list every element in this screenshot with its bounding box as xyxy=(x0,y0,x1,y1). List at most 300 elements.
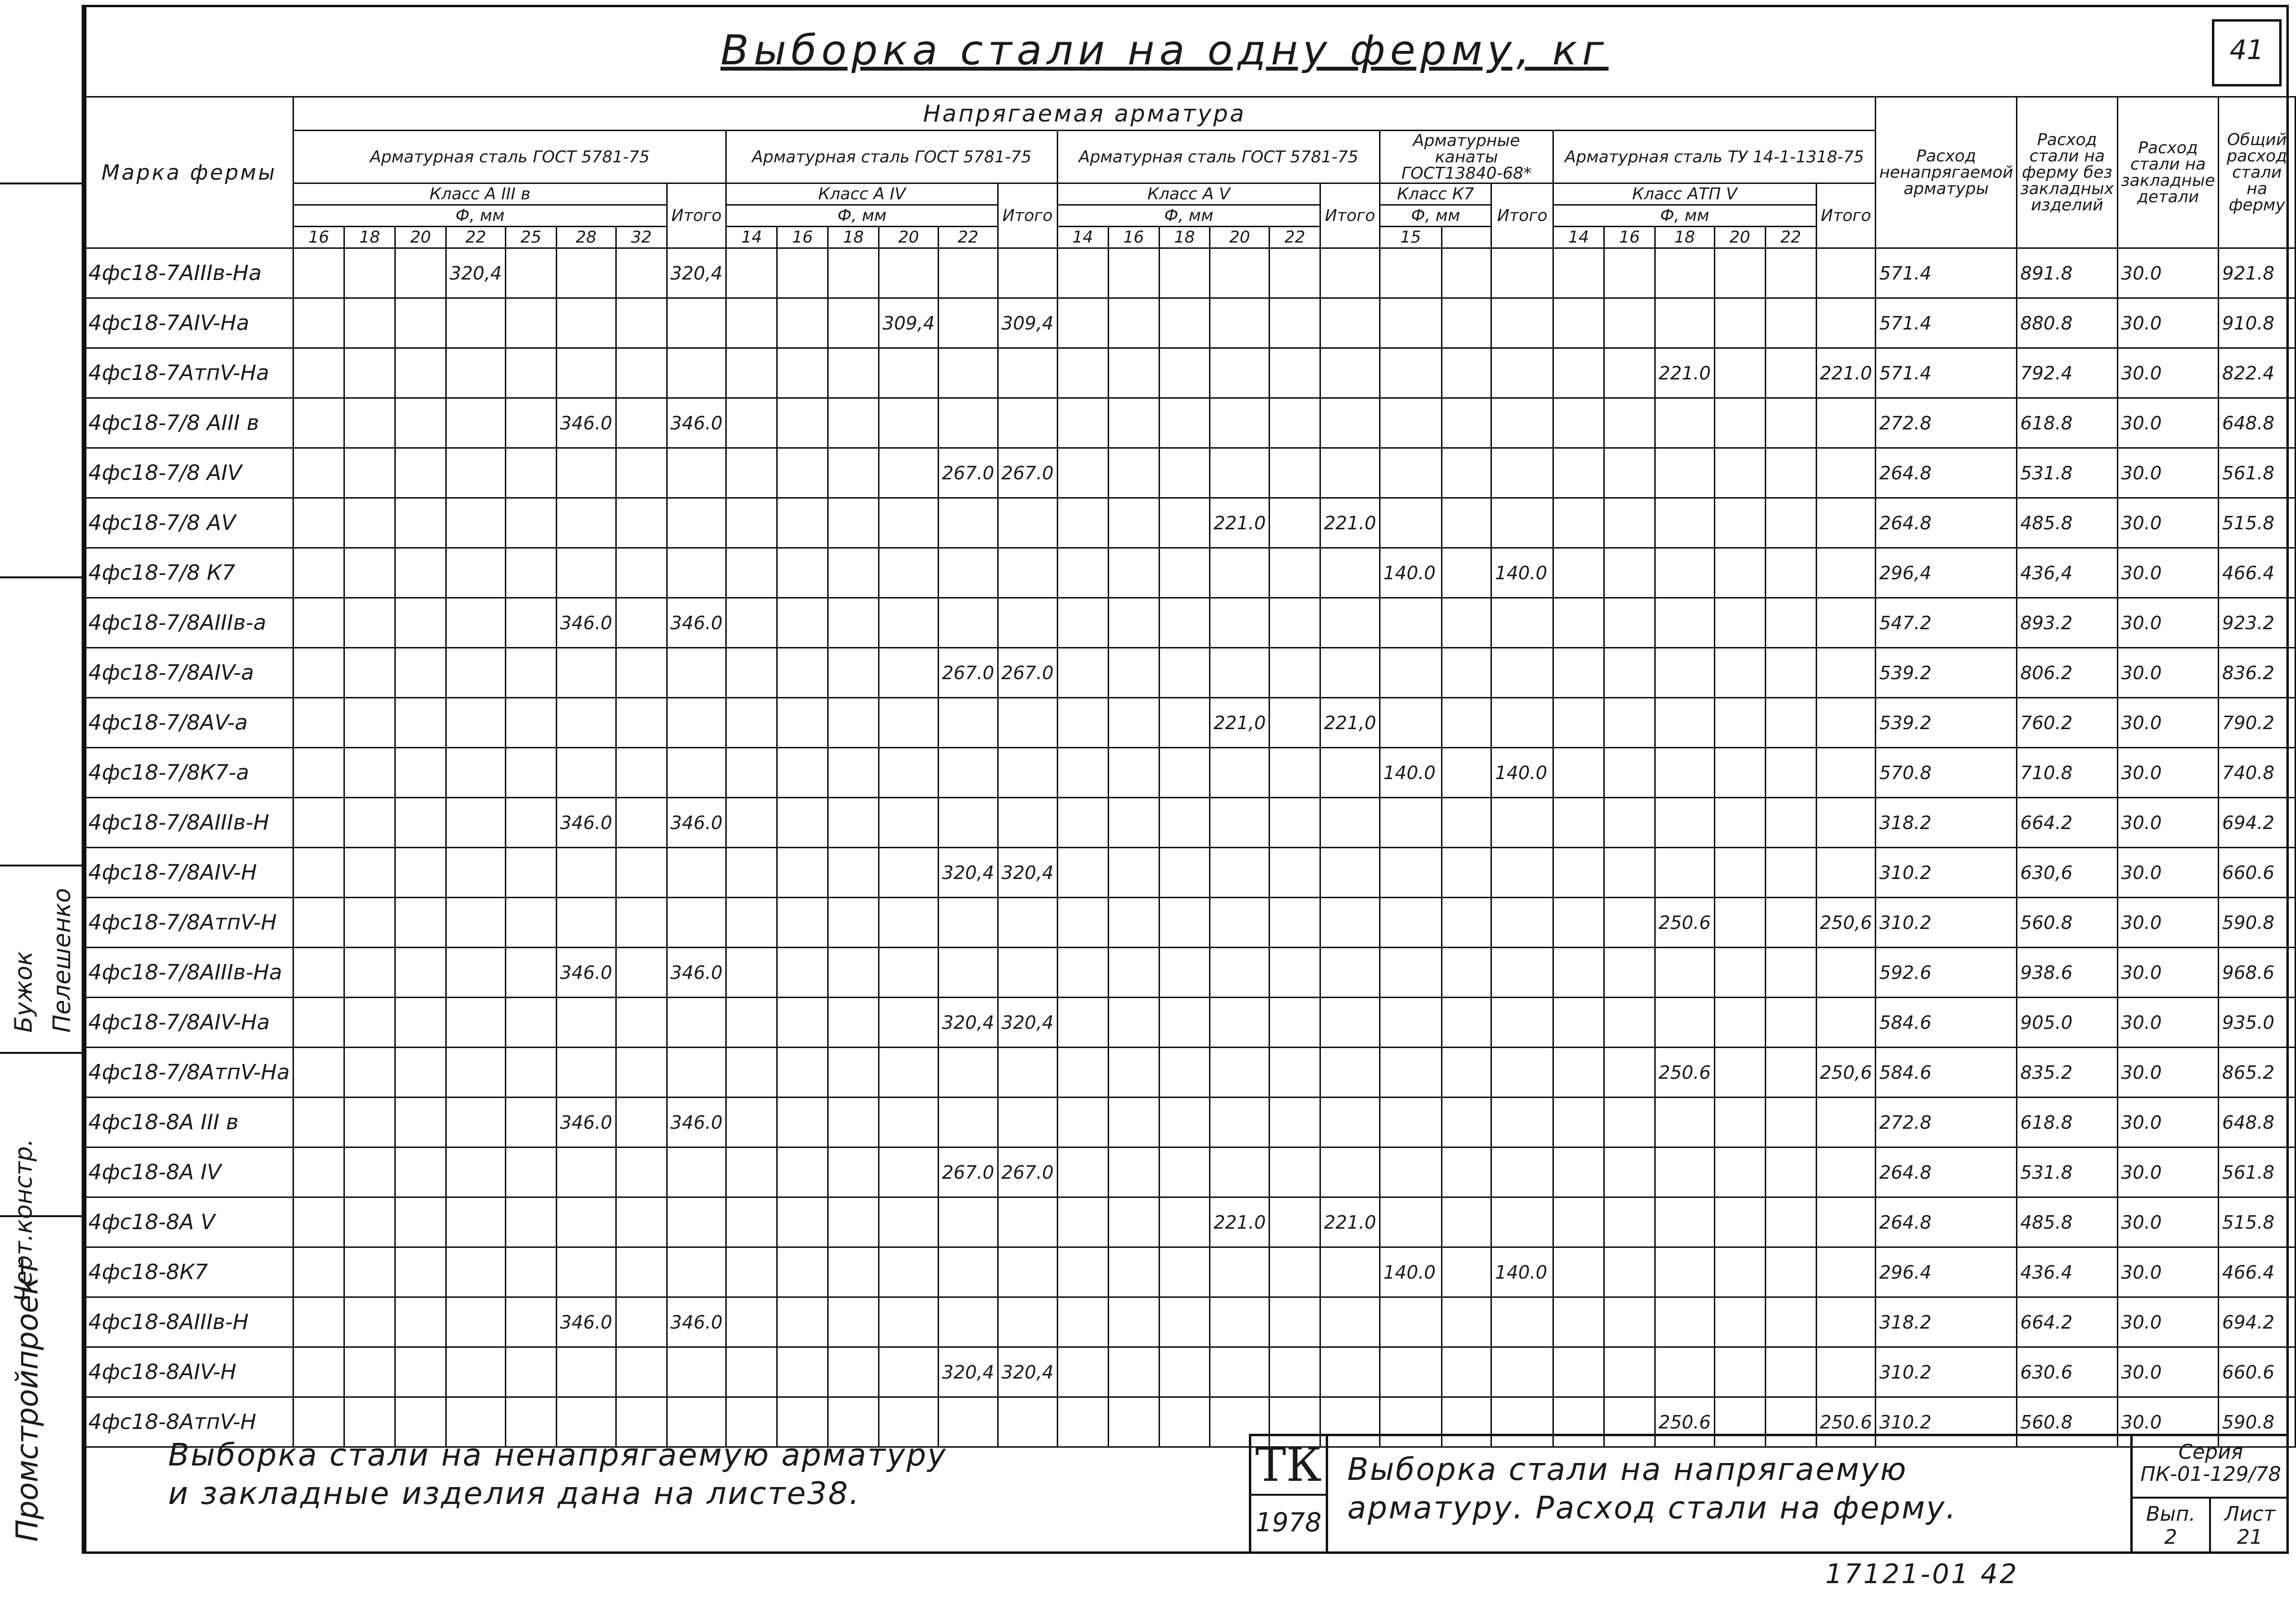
cell-value xyxy=(1057,1048,1108,1098)
cell-value xyxy=(726,698,777,748)
cell-value: 346.0 xyxy=(556,398,616,448)
cell-total xyxy=(1816,948,1876,998)
cell-value xyxy=(1553,948,1604,998)
cell-value xyxy=(446,448,506,498)
cell-total: 140.0 xyxy=(1491,1247,1553,1297)
cell-extra: 531.8 xyxy=(2017,1147,2118,1197)
cell-value xyxy=(1765,1048,1816,1098)
cell-total xyxy=(998,948,1057,998)
cell-total xyxy=(667,1347,726,1397)
cell-total xyxy=(1320,398,1380,448)
cell-value xyxy=(616,1197,667,1247)
cell-value xyxy=(293,648,344,698)
cell-extra: 30.0 xyxy=(2117,398,2219,448)
cell-total xyxy=(1816,1147,1876,1197)
cell-value xyxy=(344,1098,395,1147)
cell-total xyxy=(1816,398,1876,448)
cell-extra: 30.0 xyxy=(2117,1397,2219,1447)
cell-extra: 264.8 xyxy=(1876,1197,2017,1247)
cell-value xyxy=(1057,748,1108,798)
header-diameter-value: 16 xyxy=(1604,227,1655,248)
cell-value xyxy=(556,698,616,748)
cell-value: 250.6 xyxy=(1655,1397,1714,1447)
cell-total xyxy=(1491,1098,1553,1147)
cell-extra: 561.8 xyxy=(2219,1147,2296,1197)
sheet-cell xyxy=(2211,1499,2289,1554)
cell-value xyxy=(505,448,556,498)
cell-value xyxy=(293,848,344,898)
cell-value xyxy=(1553,298,1604,348)
cell-total xyxy=(998,248,1057,298)
cell-value xyxy=(777,548,828,598)
cell-value xyxy=(939,548,998,598)
cell-value xyxy=(726,648,777,698)
cell-value xyxy=(293,1347,344,1397)
cell-value xyxy=(293,1197,344,1247)
cell-total: 346.0 xyxy=(667,948,726,998)
cell-value xyxy=(1714,548,1765,598)
row-mark: 4фс18-7/8АV-а xyxy=(85,698,293,748)
cell-total xyxy=(1320,548,1380,598)
cell-value xyxy=(344,798,395,848)
cell-value xyxy=(1714,598,1765,648)
cell-value xyxy=(1057,1297,1108,1347)
cell-value xyxy=(879,448,939,498)
cell-value xyxy=(777,848,828,898)
cell-extra: 806.2 xyxy=(2017,648,2118,698)
header-group: Арматурная сталь ГОСТ 5781-75 xyxy=(726,131,1057,183)
cell-value xyxy=(395,948,446,998)
cell-value xyxy=(1604,1048,1655,1098)
cell-value xyxy=(1380,1048,1442,1098)
cell-value xyxy=(616,498,667,548)
cell-value xyxy=(1057,848,1108,898)
row-mark: 4фс18-8А IV xyxy=(85,1147,293,1197)
cell-value xyxy=(1714,648,1765,698)
cell-value xyxy=(1604,1147,1655,1197)
cell-value xyxy=(1159,1048,1210,1098)
cell-total xyxy=(1320,248,1380,298)
cell-value xyxy=(1714,948,1765,998)
cell-value xyxy=(1655,1347,1714,1397)
cell-value xyxy=(1057,298,1108,348)
cell-value xyxy=(395,348,446,398)
cell-total: 250.6 xyxy=(1816,1397,1876,1447)
cell-value xyxy=(395,848,446,898)
header-diameter-value: 22 xyxy=(1270,227,1320,248)
cell-value xyxy=(1655,1297,1714,1347)
cell-value xyxy=(344,348,395,398)
cell-value xyxy=(1108,398,1159,448)
cell-value xyxy=(1604,798,1655,848)
header-diameter-value: 14 xyxy=(1553,227,1604,248)
cell-value xyxy=(828,298,879,348)
cell-extra: 30.0 xyxy=(2117,448,2219,498)
sheet-value: 21 xyxy=(2237,1525,2263,1549)
header-diameter-value: 22 xyxy=(939,227,998,248)
cell-value xyxy=(1765,798,1816,848)
cell-empty xyxy=(1441,298,1491,348)
cell-value xyxy=(1159,1147,1210,1197)
cell-value: 221,0 xyxy=(1210,698,1270,748)
cell-value xyxy=(1108,1098,1159,1147)
header-class: Класс А ІV xyxy=(726,183,998,205)
cell-extra: 968.6 xyxy=(2219,948,2296,998)
cell-total xyxy=(1491,248,1553,298)
cell-extra: 30.0 xyxy=(2117,998,2219,1048)
cell-value xyxy=(1655,498,1714,548)
cell-empty xyxy=(1441,1048,1491,1098)
cell-value xyxy=(879,698,939,748)
cell-value xyxy=(879,1147,939,1197)
cell-total: 221.0 xyxy=(1320,1197,1380,1247)
cell-extra: 822.4 xyxy=(2219,348,2296,398)
cell-value xyxy=(1765,448,1816,498)
cell-extra: 30.0 xyxy=(2117,748,2219,798)
cell-value xyxy=(1210,298,1270,348)
cell-value xyxy=(1108,248,1159,298)
cell-value xyxy=(1655,1147,1714,1197)
cell-value: 250.6 xyxy=(1655,898,1714,948)
cell-extra: 560.8 xyxy=(2017,1397,2118,1447)
cell-extra: 30.0 xyxy=(2117,648,2219,698)
cell-value xyxy=(1604,1247,1655,1297)
cell-value xyxy=(446,1098,506,1147)
cell-extra: 938.6 xyxy=(2017,948,2118,998)
cell-total xyxy=(667,548,726,598)
cell-value xyxy=(1765,748,1816,798)
cell-value xyxy=(828,848,879,898)
header-extra: Расход ненапрягаемой арматуры xyxy=(1876,97,2017,248)
cell-value xyxy=(939,498,998,548)
cell-value xyxy=(1108,1347,1159,1397)
stamp-title xyxy=(1347,1451,1957,1527)
header-mark: Марка фермы xyxy=(85,97,293,248)
cell-value xyxy=(505,248,556,298)
cell-extra: 30.0 xyxy=(2117,848,2219,898)
cell-value xyxy=(556,1347,616,1397)
cell-value xyxy=(726,498,777,548)
cell-value xyxy=(1108,348,1159,398)
cell-value xyxy=(505,498,556,548)
cell-value xyxy=(395,1247,446,1297)
cell-value xyxy=(395,1147,446,1197)
cell-value xyxy=(1655,648,1714,698)
cell-extra: 660.6 xyxy=(2219,1347,2296,1397)
cell-value xyxy=(777,448,828,498)
cell-value xyxy=(616,598,667,648)
row-mark: 4фс18-7АIIIв-На xyxy=(85,248,293,298)
cell-value xyxy=(1604,998,1655,1048)
row-mark: 4фс18-7/8 К7 xyxy=(85,548,293,598)
cell-value xyxy=(1655,698,1714,748)
cell-total xyxy=(1491,448,1553,498)
cell-value xyxy=(1270,1098,1320,1147)
cell-value xyxy=(344,298,395,348)
cell-value xyxy=(1210,1247,1270,1297)
cell-value xyxy=(1159,848,1210,898)
cell-value xyxy=(293,798,344,848)
cell-value xyxy=(505,1197,556,1247)
cell-value xyxy=(446,298,506,348)
cell-value xyxy=(1159,248,1210,298)
table-row xyxy=(85,1048,2296,1098)
cell-value xyxy=(446,1247,506,1297)
cell-extra: 664.2 xyxy=(2017,798,2118,848)
cell-value xyxy=(1108,1197,1159,1247)
cell-value: 346.0 xyxy=(556,598,616,648)
cell-value xyxy=(828,348,879,398)
cell-value xyxy=(1210,748,1270,798)
cell-value xyxy=(1210,1147,1270,1197)
cell-total xyxy=(1491,348,1553,398)
cell-value xyxy=(1380,348,1442,398)
cell-value xyxy=(556,248,616,298)
cell-extra: 590.8 xyxy=(2219,1397,2296,1447)
cell-value xyxy=(1159,398,1210,448)
cell-extra: 648.8 xyxy=(2219,398,2296,448)
cell-value xyxy=(777,1098,828,1147)
cell-value: 250.6 xyxy=(1655,1048,1714,1098)
cell-value xyxy=(1714,1048,1765,1098)
cell-value xyxy=(939,898,998,948)
cell-extra: 630.6 xyxy=(2017,1347,2118,1397)
cell-value xyxy=(1714,348,1765,398)
cell-value xyxy=(293,1048,344,1098)
header-diameter-value: 16 xyxy=(293,227,344,248)
strip-divider xyxy=(0,1052,82,1054)
cell-extra: 905.0 xyxy=(2017,998,2118,1048)
cell-value xyxy=(344,648,395,698)
table-row xyxy=(85,548,2296,598)
cell-value xyxy=(1270,698,1320,748)
cell-total xyxy=(1816,548,1876,598)
cell-total xyxy=(1491,598,1553,648)
cell-value xyxy=(1057,698,1108,748)
cell-value xyxy=(1210,998,1270,1048)
side-name: Пелешенко xyxy=(48,888,76,1033)
cell-value xyxy=(879,248,939,298)
cell-value xyxy=(1210,398,1270,448)
cell-extra: 835.2 xyxy=(2017,1048,2118,1098)
cell-empty xyxy=(1441,948,1491,998)
cell-value xyxy=(1604,1098,1655,1147)
cell-total xyxy=(1816,1297,1876,1347)
cell-value xyxy=(939,348,998,398)
cell-extra: 910.8 xyxy=(2219,298,2296,348)
cell-total: 267.0 xyxy=(998,1147,1057,1197)
cell-total xyxy=(998,1247,1057,1297)
cell-value xyxy=(1159,1397,1210,1447)
cell-value xyxy=(505,1048,556,1098)
cell-value xyxy=(293,698,344,748)
cell-value xyxy=(505,1098,556,1147)
cell-extra: 760.2 xyxy=(2017,698,2118,748)
cell-value xyxy=(1108,448,1159,498)
cell-empty xyxy=(1441,698,1491,748)
cell-value xyxy=(1714,248,1765,298)
cell-total xyxy=(998,1297,1057,1347)
cell-value xyxy=(1270,1147,1320,1197)
cell-value xyxy=(395,1197,446,1247)
cell-extra: 571.4 xyxy=(1876,298,2017,348)
cell-extra: 318.2 xyxy=(1876,1297,2017,1347)
cell-extra: 30.0 xyxy=(2117,298,2219,348)
cell-total xyxy=(1816,848,1876,898)
header-diameter-value: 25 xyxy=(505,227,556,248)
cell-value xyxy=(1380,1098,1442,1147)
header-diameter: Ф, мм xyxy=(1057,205,1320,227)
cell-value xyxy=(777,998,828,1048)
cell-total: 250,6 xyxy=(1816,898,1876,948)
cell-value xyxy=(939,798,998,848)
cell-value xyxy=(505,1297,556,1347)
cell-value xyxy=(1714,498,1765,548)
cell-total xyxy=(667,1197,726,1247)
cell-value xyxy=(726,598,777,648)
cell-value xyxy=(1159,448,1210,498)
cell-value xyxy=(1655,998,1714,1048)
cell-total xyxy=(1320,798,1380,848)
cell-value xyxy=(1655,1098,1714,1147)
table-row xyxy=(85,1297,2296,1347)
cell-value xyxy=(1270,748,1320,798)
cell-extra: 30.0 xyxy=(2117,1098,2219,1147)
cell-extra: 272.8 xyxy=(1876,398,2017,448)
cell-value xyxy=(1655,848,1714,898)
cell-value xyxy=(1270,548,1320,598)
cell-value xyxy=(293,898,344,948)
cell-total xyxy=(998,1397,1057,1447)
cell-value xyxy=(1765,598,1816,648)
cell-value xyxy=(1159,1098,1210,1147)
cell-value xyxy=(446,698,506,748)
cell-value xyxy=(777,1347,828,1397)
cell-value xyxy=(616,848,667,898)
cell-total: 346.0 xyxy=(667,598,726,648)
cell-value: 320,4 xyxy=(939,848,998,898)
cell-value xyxy=(1765,1297,1816,1347)
cell-value xyxy=(777,1147,828,1197)
cell-extra: 618.8 xyxy=(2017,398,2118,448)
header-total: Итого xyxy=(667,183,726,248)
cell-total xyxy=(1491,1048,1553,1098)
cell-value xyxy=(879,848,939,898)
cell-value xyxy=(1604,648,1655,698)
cell-value xyxy=(1714,1098,1765,1147)
cell-extra: 571.4 xyxy=(1876,348,2017,398)
cell-empty xyxy=(1441,1247,1491,1297)
cell-value xyxy=(726,1098,777,1147)
header-total: Итого xyxy=(1320,183,1380,248)
cell-value xyxy=(1210,248,1270,298)
cell-total: 221.0 xyxy=(1816,348,1876,398)
cell-total xyxy=(1320,1347,1380,1397)
cell-value xyxy=(505,1347,556,1397)
header-diameter-value: 20 xyxy=(395,227,446,248)
cell-value xyxy=(777,248,828,298)
cell-total xyxy=(1491,1297,1553,1347)
cell-value xyxy=(726,1197,777,1247)
cell-value xyxy=(1108,998,1159,1048)
cell-value xyxy=(1057,998,1108,1048)
cell-total xyxy=(1491,648,1553,698)
cell-total xyxy=(667,448,726,498)
cell-total xyxy=(667,348,726,398)
cell-value xyxy=(777,348,828,398)
cell-total xyxy=(1320,998,1380,1048)
header-diameter-value: 18 xyxy=(1655,227,1714,248)
cell-extra: 710.8 xyxy=(2017,748,2118,798)
cell-value xyxy=(828,398,879,448)
cell-value xyxy=(1604,948,1655,998)
table-row xyxy=(85,648,2296,698)
cell-total xyxy=(1491,1347,1553,1397)
cell-value xyxy=(1553,398,1604,448)
cell-empty xyxy=(1441,598,1491,648)
cell-value xyxy=(616,248,667,298)
issue-label: Вып. xyxy=(2146,1502,2196,1526)
cell-value xyxy=(446,798,506,848)
note-line: и закладные изделия дана на листе38. xyxy=(168,1476,861,1512)
cell-value xyxy=(505,948,556,998)
cell-total: 346.0 xyxy=(667,1297,726,1347)
cell-value xyxy=(1380,298,1442,348)
cell-value xyxy=(1270,1048,1320,1098)
cell-value xyxy=(1270,498,1320,548)
cell-total xyxy=(1491,848,1553,898)
cell-value xyxy=(726,548,777,598)
cell-value: 267.0 xyxy=(939,648,998,698)
cell-value xyxy=(556,1247,616,1297)
cell-value xyxy=(1765,248,1816,298)
cell-extra: 310.2 xyxy=(1876,1397,2017,1447)
series-value: ПК-01-129/78 xyxy=(2140,1462,2281,1486)
cell-value xyxy=(1604,548,1655,598)
cell-total xyxy=(667,498,726,548)
cell-value xyxy=(395,1297,446,1347)
cell-extra: 515.8 xyxy=(2219,1197,2296,1247)
cell-value xyxy=(616,398,667,448)
header-diameter-value: 32 xyxy=(616,227,667,248)
cell-total xyxy=(667,648,726,698)
cell-value xyxy=(616,1247,667,1297)
cell-total xyxy=(667,298,726,348)
cell-total: 267.0 xyxy=(998,448,1057,498)
cell-extra: 592.6 xyxy=(1876,948,2017,998)
cell-value xyxy=(939,298,998,348)
cell-value xyxy=(505,398,556,448)
cell-value xyxy=(505,698,556,748)
cell-value xyxy=(939,1397,998,1447)
cell-value xyxy=(1057,348,1108,398)
cell-value xyxy=(344,748,395,798)
header-diameter-value: 28 xyxy=(556,227,616,248)
row-mark: 4фс18-7/8 АIII в xyxy=(85,398,293,448)
cell-value xyxy=(879,1197,939,1247)
cell-value xyxy=(879,498,939,548)
cell-value xyxy=(1714,1297,1765,1347)
header-diameter-value: 18 xyxy=(344,227,395,248)
cell-value xyxy=(505,598,556,648)
cell-value xyxy=(1553,248,1604,298)
cell-total xyxy=(1320,1247,1380,1297)
cell-value xyxy=(726,948,777,998)
cell-value xyxy=(344,898,395,948)
cell-extra: 923.2 xyxy=(2219,598,2296,648)
cell-total xyxy=(667,898,726,948)
header-extra: Общий расход стали на ферму xyxy=(2219,97,2296,248)
